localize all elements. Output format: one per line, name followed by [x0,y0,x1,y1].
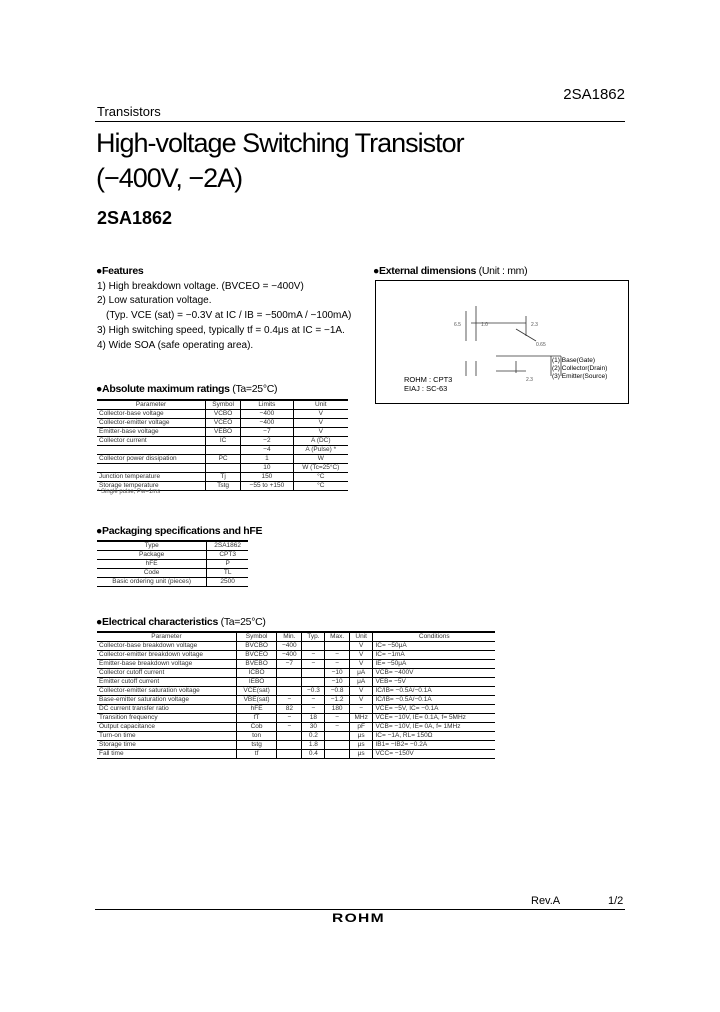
table-cell: ICBO [236,669,276,678]
feature-item: 3) High switching speed, typically tf = 0.4μs at IC = −1A. [97,325,345,336]
table-row [97,687,495,696]
table-cell: Collector-emitter saturation voltage [97,687,236,696]
table-cell: −7 [277,660,302,669]
table-cell: − [325,660,350,669]
table-cell [277,732,302,741]
abs-max-footnote: * Single pulse, Pw=1ms [97,489,161,495]
feature-item: 2) Low saturation voltage. [97,295,212,306]
table-cell: 18 [302,714,325,723]
table-row [97,455,348,464]
svg-text:0.65: 0.65 [536,342,546,348]
column-header: Symbol [205,400,240,410]
table-cell: Collector cutoff current [97,669,236,678]
table-cell: V [349,660,373,669]
electrical-heading [96,616,266,628]
category-label: Transistors [97,104,161,119]
table-cell: μA [349,669,373,678]
table-cell: μs [349,741,373,750]
table-cell: 82 [277,705,302,714]
column-header: Max. [325,632,350,642]
table-cell: μA [349,678,373,687]
table-cell: tf [236,750,276,759]
table-cell: Type [97,541,207,551]
table-cell: hFE [97,560,207,569]
table-cell [277,687,302,696]
table-cell: μs [349,732,373,741]
table-cell: V [293,410,348,419]
table-cell: −10 [325,669,350,678]
table-cell: VCC= −150V [373,750,495,759]
table-cell: −400 [277,651,302,660]
table-cell: IC/IB= −0.5A/−0.1A [373,696,495,705]
table-cell: −0.3 [302,687,325,696]
footer-rule [95,909,625,910]
table-row [97,732,495,741]
packaging-table [97,540,248,587]
table-row [97,669,495,678]
table-cell: PC [205,455,240,464]
table-cell: IC= −50μA [373,642,495,651]
table-cell: A (Pulse) * [293,446,348,455]
table-cell: 0.4 [302,750,325,759]
table-cell: V [293,419,348,428]
table-cell [325,732,350,741]
table-row [97,741,495,750]
table-cell: V [293,428,348,437]
svg-text:2.3: 2.3 [526,377,533,383]
table-cell [97,446,205,455]
table-cell: VCE= −10V, IE= 0.1A, f= 5MHz [373,714,495,723]
table-cell: Tstg [205,482,240,491]
table-cell: IB1= −IB2= −0.2A [373,741,495,750]
table-cell: − [302,696,325,705]
table-cell: IC= −1mA [373,651,495,660]
packaging-heading: ●Packaging specifications and hFE [96,525,263,537]
table-row [97,678,495,687]
table-cell: V [349,696,373,705]
abs-max-heading [96,383,277,395]
table-cell: V [349,687,373,696]
table-cell [277,741,302,750]
pin-label: (3) Emitter(Source) [552,373,608,380]
table-cell: VCB= −10V, IE= 0A, f= 1MHz [373,723,495,732]
table-cell: A (DC) [293,437,348,446]
table-cell: IC= −1A, RL= 150Ω [373,732,495,741]
table-cell: 10 [241,464,293,473]
features-heading: ●Features [96,265,144,277]
eiaj-package-code: EIAJ : SC-63 [404,384,448,393]
table-cell: Emitter cutoff current [97,678,236,687]
column-header: Conditions [373,632,495,642]
table-cell [205,464,240,473]
table-cell: hFE [236,705,276,714]
rohm-package-code: ROHM : CPT3 [404,375,453,384]
abs-max-table [97,399,348,491]
table-row [97,446,348,455]
page-title-ratings: (−400V, −2A) [96,163,243,193]
table-cell: 150 [241,473,293,482]
table-cell: V [349,642,373,651]
column-header: Min. [277,632,302,642]
svg-text:2.3: 2.3 [531,322,538,328]
table-cell: − [277,714,302,723]
column-header: Limits [241,400,293,410]
pin-label: (2) Collector(Drain) [552,365,608,372]
table-cell: P [207,560,248,569]
table-cell: Turn-on time [97,732,236,741]
dimensions-unit: (Unit : mm) [478,265,528,277]
table-row [97,723,495,732]
table-cell [325,741,350,750]
table-cell: VEBO [205,428,240,437]
abs-max-heading-text: ●Absolute maximum ratings [96,383,230,395]
table-cell: VEB= −5V [373,678,495,687]
table-cell: VCB= −400V [373,669,495,678]
table-cell: −10 [325,678,350,687]
table-cell: Tj [205,473,240,482]
table-cell: BVCBO [236,642,276,651]
table-cell: CPT3 [207,551,248,560]
table-cell: Code [97,569,207,578]
table-row [97,410,348,419]
table-cell [302,678,325,687]
table-cell: 0.2 [302,732,325,741]
table-cell: Storage temperature [97,482,205,491]
column-header: Parameter [97,632,236,642]
table-cell: −55 to +150 [241,482,293,491]
table-row [97,560,248,569]
table-cell: Fall time [97,750,236,759]
table-row [97,750,495,759]
dimensions-heading [373,265,527,277]
table-cell [97,464,205,473]
table-cell: BVCEO [236,651,276,660]
table-cell [302,669,325,678]
electrical-heading-text: ●Electrical characteristics [96,616,218,628]
table-cell [205,446,240,455]
table-cell: −1.2 [325,696,350,705]
table-cell: Transition frequency [97,714,236,723]
table-cell: Cob [236,723,276,732]
table-cell: Collector-emitter breakdown voltage [97,651,236,660]
table-cell [302,642,325,651]
table-cell: BVEBO [236,660,276,669]
table-cell: IC/IB= −0.5A/−0.1A [373,687,495,696]
table-row [97,578,248,587]
table-row [97,541,248,551]
revision-label: Rev.A [531,895,561,907]
table-cell [277,750,302,759]
table-cell: Collector-emitter voltage [97,419,205,428]
table-row [97,419,348,428]
page-number: 1/2 [608,895,624,907]
table-cell: Collector-base voltage [97,410,205,419]
table-cell: tstg [236,741,276,750]
table-cell: 1.8 [302,741,325,750]
table-cell [325,750,350,759]
table-cell: Emitter-base breakdown voltage [97,660,236,669]
table-row [97,714,495,723]
abs-max-condition: (Ta=25°C) [232,383,278,395]
table-cell: VCE= −5V, IC= −0.1A [373,705,495,714]
table-cell: − [302,660,325,669]
table-cell: W (Tc=25°C) [293,464,348,473]
table-cell: − [349,705,373,714]
column-header: Unit [293,400,348,410]
electrical-table [97,631,495,759]
table-cell: 1 [241,455,293,464]
svg-text:6.5: 6.5 [454,322,461,328]
column-header: Unit [349,632,373,642]
table-cell: TL [207,569,248,578]
table-cell [325,642,350,651]
table-header-row [97,400,348,410]
table-cell: − [277,696,302,705]
title-part-number: 2SA1862 [97,208,173,228]
table-row [97,464,348,473]
table-row [97,473,348,482]
table-row [97,642,495,651]
table-row [97,660,495,669]
header-rule [95,121,625,122]
table-cell: 180 [325,705,350,714]
table-header-row [97,632,495,642]
table-cell: Basic ordering unit (pieces) [97,578,207,587]
table-row [97,569,248,578]
table-cell: °C [293,482,348,491]
table-cell: 30 [302,723,325,732]
table-cell: −400 [241,410,293,419]
table-cell: Junction temperature [97,473,205,482]
electrical-condition: (Ta=25°C) [220,616,266,628]
table-cell: ton [236,732,276,741]
table-cell: IE= −50μA [373,660,495,669]
table-cell: −4 [241,446,293,455]
table-row [97,705,495,714]
column-header: Parameter [97,400,205,410]
table-cell: −400 [277,642,302,651]
dimensions-drawing-box [375,280,629,404]
table-row [97,696,495,705]
page-title: High-voltage Switching Transistor [96,128,464,158]
table-cell: − [325,723,350,732]
table-cell: Output capacitance [97,723,236,732]
rohm-logo: ROHM [332,911,385,925]
table-cell: − [325,651,350,660]
feature-item: 4) Wide SOA (safe operating area). [97,340,254,351]
table-cell: Collector current [97,437,205,446]
table-cell: VCE(sat) [236,687,276,696]
table-cell: VBE(sat) [236,696,276,705]
table-cell: IC [205,437,240,446]
table-cell: MHz [349,714,373,723]
table-cell: °C [293,473,348,482]
table-cell: V [349,651,373,660]
dimensions-heading-text: ●External dimensions [373,265,477,277]
table-row [97,437,348,446]
table-cell: − [302,705,325,714]
table-cell: IEBO [236,678,276,687]
table-cell: −400 [241,419,293,428]
feature-item: 1) High breakdown voltage. (BVCEO = −400V) [97,281,304,292]
header-part-number: 2SA1862 [563,86,625,103]
table-cell: − [302,651,325,660]
table-cell: W [293,455,348,464]
column-header: Typ. [302,632,325,642]
table-cell: 2SA1862 [207,541,248,551]
table-cell: −2 [241,437,293,446]
table-cell: VCEO [205,419,240,428]
table-cell: fT [236,714,276,723]
table-row [97,551,248,560]
table-cell [277,669,302,678]
table-cell: μs [349,750,373,759]
column-header: Symbol [236,632,276,642]
table-row [97,428,348,437]
feature-item: (Typ. VCE (sat) = −0.3V at IC / IB = −500mA / −100mA) [106,310,352,321]
table-cell: Collector power dissipation [97,455,205,464]
table-cell: − [277,723,302,732]
table-row [97,651,495,660]
table-cell: − [325,714,350,723]
table-cell: Storage time [97,741,236,750]
table-cell: pF [349,723,373,732]
table-cell: Package [97,551,207,560]
table-cell [277,678,302,687]
table-cell: Collector-base breakdown voltage [97,642,236,651]
pin-label: (1) Base(Gate) [552,357,595,364]
table-cell: DC current transfer ratio [97,705,236,714]
table-cell: Emitter-base voltage [97,428,205,437]
table-cell: VCBO [205,410,240,419]
table-cell: −7 [241,428,293,437]
table-cell: 2500 [207,578,248,587]
table-cell: Base-emitter saturation voltage [97,696,236,705]
table-cell: −0.8 [325,687,350,696]
svg-text:1.0: 1.0 [481,322,488,328]
